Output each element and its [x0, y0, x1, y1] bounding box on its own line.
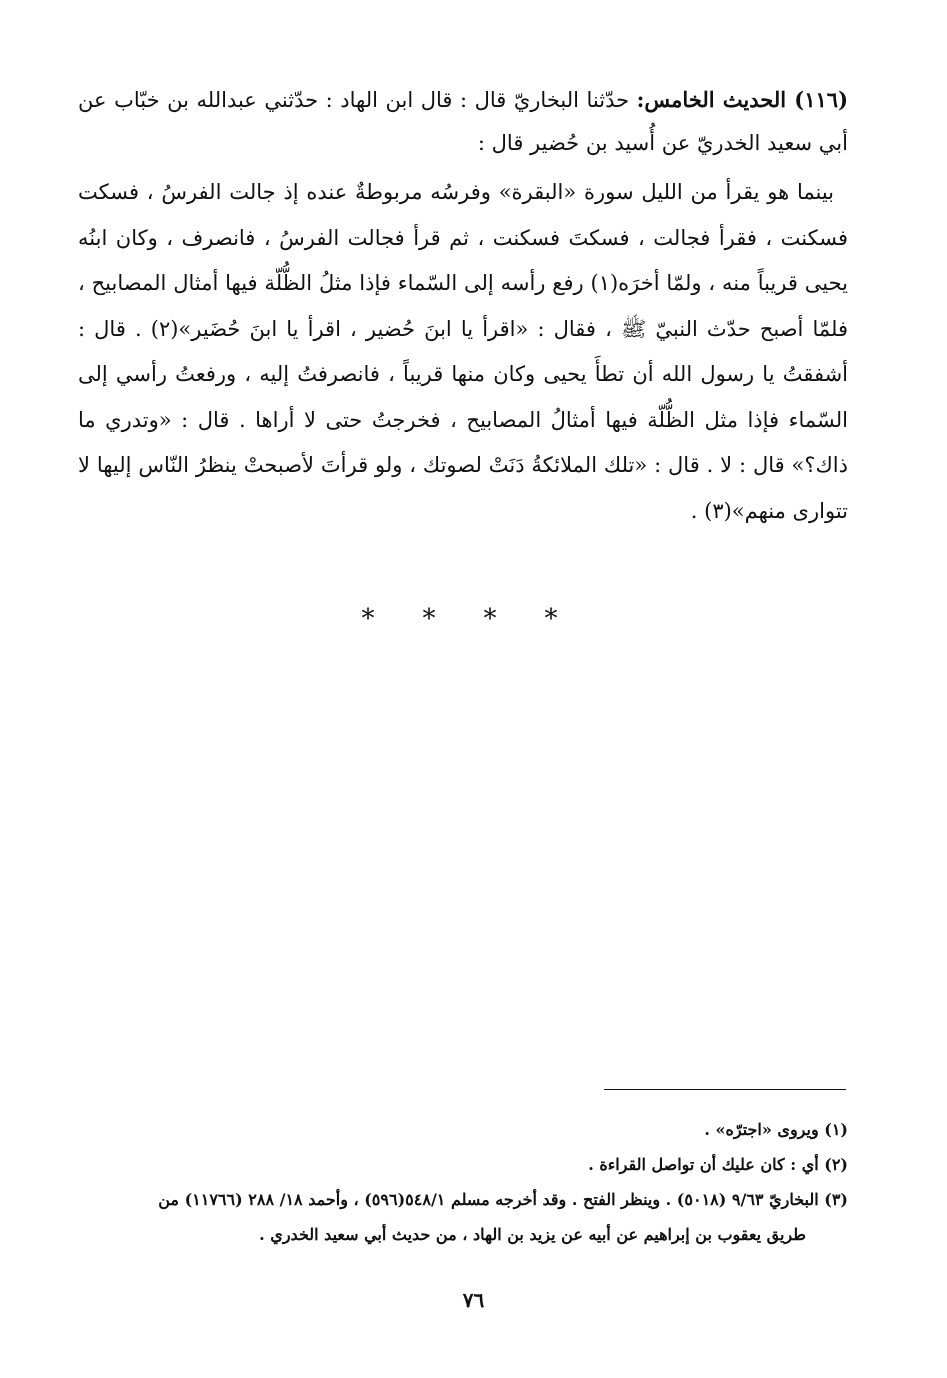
footnote-2: (٢) أي : كان عليك أن تواصل القراءة . — [588, 1155, 848, 1174]
separator-star: * — [422, 604, 464, 634]
hadith-body-paragraph: بينما هو يقرأ من الليل سورة «البقرة» وفرسُه مربوطةٌ عنده إذ جالت الفرسُ ، فسكت فسكنت ، فقرأ فجالت ، فسكتَ فسكنت ، ثم قرأ فجالت الفرسُ ، فانصرف ، وكان ابنُه يحيى قريباً منه ، ولمّا أخرَه(١) رفع رأسه إلى السّماء فإذا مثلُ الظُّلّة فيها أمثال المصابيح ، فلمّا أصبح حدّث النبيّ ﷺ ، فقال : «اقرأ يا ابنَ حُضير ، اقرأ يا ابنَ حُضَير»(٢) . قال : أشفقتُ يا رسول الله أن تطأَ يحيى وكان منها قريباً ، فانصرفتُ إليه ، ورفعتُ رأسي إلى السّماء فإذا مثل الظُّلّة فيها أمثالُ المصابيح ، فخرجتُ حتى لا أراها . قال : «وتدري ما ذاك؟» قال : لا . قال : «تلك الملائكةُ دَنَتْ لصوتك ، ولو قرأتَ لأصبحتْ ينظرُ النّاس إليها لا تتوارى منهم»(٣) . — [78, 180, 848, 523]
hadith-heading-paragraph — [78, 78, 848, 165]
footnote-divider — [604, 1089, 846, 1090]
hadith-title: (١١٦) الحديث الخامس: — [636, 87, 848, 112]
footnote-3-continuation: طريق يعقوب بن إبراهيم عن أبيه عن يزيد بن الهاد ، من حديث أبي سعيد الخدري . — [259, 1225, 806, 1244]
separator-star: * — [361, 604, 403, 634]
footnote-3: (٣) البخاريّ ٩/٦٣ (٥٠١٨) . وينظر الفتح . وقد أخرجه مسلم ٥٤٨/١(٥٩٦) ، وأحمد ١٨/ ٢٨٨ (١١٧٦٦) من — [158, 1190, 848, 1209]
footnote-1: (١) ويروى «اجترّه» . — [704, 1120, 848, 1139]
section-separator — [0, 604, 947, 634]
page-number: ٧٦ — [462, 1288, 485, 1312]
footnotes — [78, 1112, 848, 1252]
hadith-chain-of-narration: حدّثنا البخاريّ قال : قال ابن الهاد : حدّثني عبدالله بن خبّاب عن أبي سعيد الخدريّ عن أُسيد بن حُضير قال : — [78, 88, 848, 155]
separator-star: * — [544, 604, 586, 634]
separator-star: * — [483, 604, 525, 634]
